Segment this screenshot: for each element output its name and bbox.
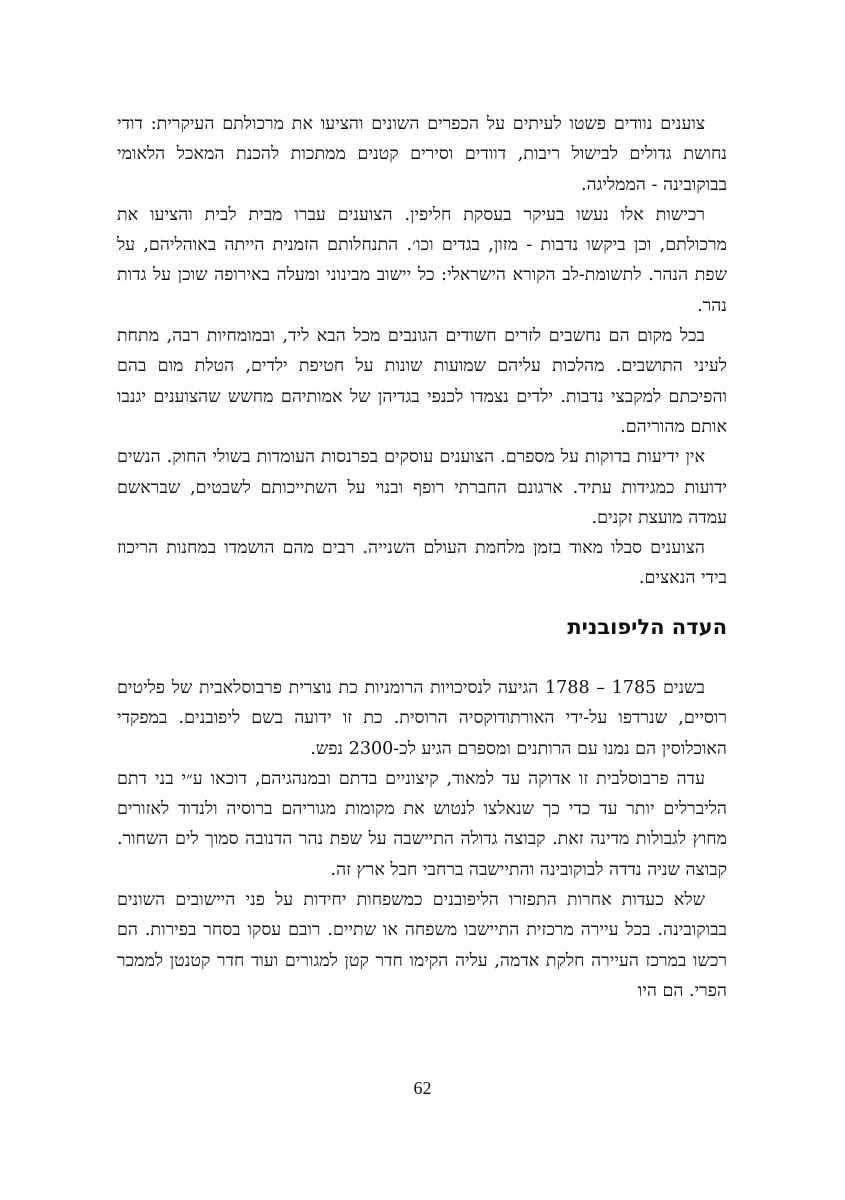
paragraph: רכישות אלו נעשו בעיקר בעסקת חליפין. הצוענים עברו מבית לבית והציעו את מרכולתם, וכן ביקשו נדבות - מזון, בגדים וכו׳. התנחלותם הזמנית הייתה באוהליהם, על שפת הנהר. לתשומת-לב הקורא הישראלי: כל יישוב מבינוני ומעלה באירופה שוכן על גדות נהר. xyxy=(117,204,727,316)
paragraph: עדה פרבוסלבית זו אדוקה עד למאוד, קיצוניים בדתם ובמנהגיהם, דוכאו ע״י בני דתם הליברלים יותר עד כדי כך שנאלצו לנטוש את מקומות מגוריהם ברוסיה ולנדוד לאזורים מחוץ לגבולות מדינה זאת. קבוצה גדולה התיישבה על שפת נהר הדנובה סמוך לים השחור. קבוצה שניה נדדה לבוקובינה והתיישבה ברחבי חבל ארץ זה. xyxy=(117,768,727,880)
paragraph: בשנים 1785 – 1788 הגיעה לנסיכויות הרומניות כת נוצרית פרבוסלאבית של פליטים רוסיים, שנרדפו על-ידי האורתודוקסיה הרוסית. כת זו ידועה בשם ליפובנים. במפקדי האוכלוסין הם נמנו עם הרותנים ומספרם הגיע לכ-2300 נפש. xyxy=(117,678,727,759)
paragraph: אין ידיעות בדוקות על מספרם. הצוענים עוסקים בפרנסות העומדות בשולי החוק. הנשים ידועות כמגידות עתיד. ארגונם החברתי רופף ובנוי על השתייכותם לשבטים, שבראשם עמדה מועצת זקנים. xyxy=(117,447,727,528)
page-number: 62 xyxy=(413,1078,432,1098)
paragraph: שלא כעדות אחרות התפזרו הליפובנים כמשפחות יחידות על פני היישובים השונים בבוקובינה. בכל עיירה מרכזית התיישבו משפחה או שתיים. רובם עסקו בסחר בפירות. הם רכשו במרכז העיירה חלקת אדמה, עליה הקימו חדר קטן למגורים ועוד חדר קטנטן לממכר הפרי. הם היו xyxy=(117,890,727,1001)
section-heading: העדה הליפובנית xyxy=(567,615,727,639)
paragraph: צוענים נוודים פשטו לעיתים על הכפרים השונים והציעו את מרכולתם העיקרית: דודי נחושת גדולים לבישול ריבות, דוודים וסירים קטנים ממתכות להכנת המאכל הלאומי בבוקובינה - הממליגה. xyxy=(117,114,727,195)
section-one-body xyxy=(117,109,727,594)
paragraph: הצוענים סבלו מאוד בזמן מלחמת העולם השנייה. רבים מהם הושמדו במחנות הריכוז בידי הנאצים. xyxy=(117,538,727,589)
section-two-body xyxy=(117,673,727,1006)
paragraph: בכל מקום הם נחשבים לזרים חשודים הגונבים מכל הבא ליד, ובמומחיות רבה, מתחת לעיני התושבים. מהלכות עליהם שמועות שונות על חטיפת ילדים, הטלת מום בהם והפיכתם למקבצי נדבות. ילדים נצמדו לכנפי בגדיהן של אמותיהם מחשש שהצוענים יגנבו אותם מהוריהם. xyxy=(117,326,727,437)
